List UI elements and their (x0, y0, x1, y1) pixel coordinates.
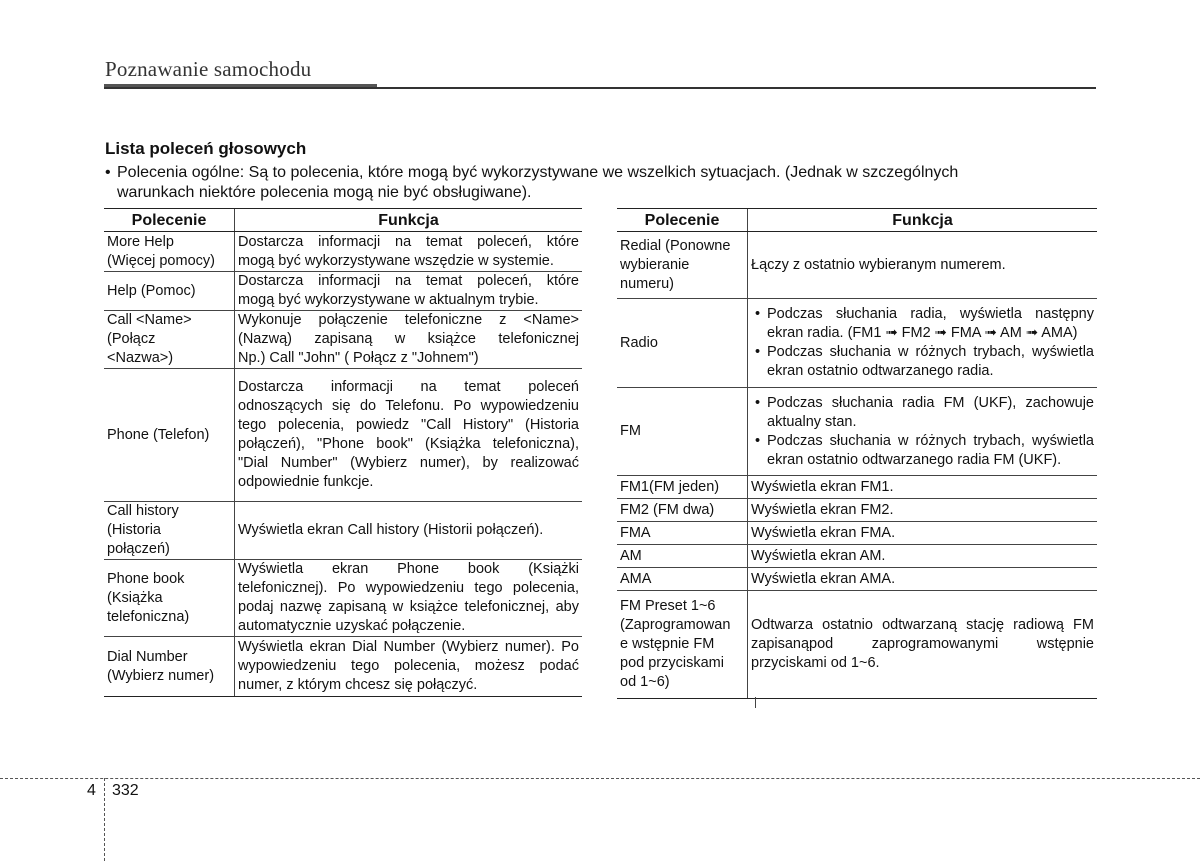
cell-line: Call history (107, 503, 179, 519)
cell-line: Wykonuje połączenie telefoniczne z <Name> (238, 312, 579, 328)
bullet-item (751, 394, 1094, 432)
function-cell (235, 560, 583, 637)
function-cell (235, 272, 583, 311)
bullet-item (751, 432, 1094, 470)
command-cell (104, 311, 235, 369)
cell-line: FM1(FM jeden) (620, 478, 720, 495)
function-cell (235, 502, 583, 560)
cell-line: Phone (Telefon) (107, 426, 210, 443)
bullet-glyph: • (105, 164, 111, 181)
table-row (104, 369, 582, 502)
table-row (617, 568, 1097, 591)
table-row (104, 637, 582, 697)
cell-line: More Help (107, 233, 174, 250)
cell-line: ekran ostatnio odtwarzanego radia FM (UKF). (767, 451, 1062, 468)
cell-line: połączeń), "Phone book" (Książka telefoniczna), (238, 436, 579, 452)
column-header-function: Funkcja (235, 209, 583, 232)
command-cell (617, 591, 748, 699)
cell-line: numeru) (620, 275, 674, 292)
function-cell (748, 591, 1098, 699)
cell-line: telefoniczna) (107, 608, 190, 625)
command-cell (104, 272, 235, 311)
cell-line: Redial (Ponowne (620, 237, 731, 254)
cell-line: wypowiedzeniu tego polecenia, możesz podać (238, 658, 579, 674)
cell-line: pod przyciskami (620, 655, 724, 671)
command-cell (617, 476, 748, 499)
table-row (617, 476, 1097, 499)
cell-line: e wstępnie FM (620, 636, 715, 652)
table-row (104, 560, 582, 637)
cell-line: od 1~6) (620, 674, 670, 690)
cell-line: ekran ostatnio odtwarzanego radia. (767, 363, 994, 379)
cell-line: zapisanąpod zaprogramowanymi wstępnie (751, 636, 1094, 652)
cell-line: Call <Name> (107, 312, 192, 328)
cell-line: Dostarcza informacji na temat poleceń (238, 379, 579, 395)
cell-line: (Połącz (107, 331, 156, 347)
command-cell (617, 388, 748, 476)
command-cell (104, 232, 235, 272)
cell-line: • Podczas słuchania w różnych trybach, wyświetla (767, 432, 1094, 449)
cell-line: mogą być wykorzystywane w aktualnym trybie. (238, 292, 539, 308)
cell-line: Radio (620, 334, 658, 351)
cell-line: FMA (620, 524, 651, 541)
column-header-function: Funkcja (748, 209, 1098, 232)
command-cell (104, 502, 235, 560)
intro-line-2: warunkach niektóre polecenia mogą nie być obsługiwane). (117, 184, 532, 201)
function-cell (235, 369, 583, 502)
header-title: Poznawanie samochodu (105, 57, 312, 81)
cell-line: • Podczas słuchania radia FM (UKF), zachowuje (767, 394, 1094, 411)
function-cell (748, 522, 1098, 545)
cell-line: automatycznie uzyskać połączenie. (238, 618, 466, 634)
table-row (617, 232, 1097, 299)
command-cell (617, 499, 748, 522)
page-number: 332 (112, 782, 139, 799)
cell-line: Wyświetla ekran Dial Number (Wybierz numer). Po (238, 639, 579, 655)
column-header-command: Polecenie (104, 209, 235, 232)
cell-line: "Dial Number" (Wybierz numer), by realizować (238, 455, 579, 471)
footer-dashed-vertical (104, 778, 105, 861)
cell-line: Wyświetla ekran AM. (751, 547, 886, 564)
bullet-list (751, 394, 1094, 470)
table-end-tick (755, 697, 756, 708)
cell-line: mogą być wykorzystywane wszędzie w systemie. (238, 252, 554, 269)
table-row (104, 502, 582, 560)
function-cell (748, 476, 1098, 499)
cell-line: Phone book (107, 570, 185, 587)
cell-line: Dostarcza informacji na temat poleceń, które (238, 273, 579, 289)
cell-line: ekran radia. (FM1 ➟ FM2 ➟ FMA ➟ AM ➟ AMA) (767, 325, 1078, 341)
cell-line: FM Preset 1~6 (620, 598, 716, 614)
bullet-item (751, 343, 1094, 381)
footer-dashed-rule (0, 778, 1200, 779)
table-row (617, 522, 1097, 545)
cell-line: Odtwarza ostatnio odtwarzaną stację radiową FM (751, 617, 1094, 633)
cell-line: AM (620, 547, 642, 564)
cell-line: odnoszących się do Telefonu. Po wypowiedzeniu (238, 398, 579, 414)
cell-line: Dial Number (107, 648, 188, 665)
bullet-list (751, 305, 1094, 381)
cell-line: Dostarcza informacji na temat poleceń, które (238, 233, 579, 250)
table-row (104, 311, 582, 369)
command-cell (617, 232, 748, 299)
function-cell (748, 299, 1098, 388)
function-cell (748, 499, 1098, 522)
cell-line: • Podczas słuchania radia, wyświetla następny (767, 306, 1094, 322)
cell-line: Wyświetla ekran AMA. (751, 570, 896, 587)
function-cell (748, 232, 1098, 299)
cell-line: (Więcej pomocy) (107, 252, 215, 269)
cell-line: AMA (620, 570, 652, 587)
chapter-number: 4 (87, 782, 96, 799)
function-cell (748, 545, 1098, 568)
function-cell (748, 388, 1098, 476)
cell-line: aktualny stan. (767, 413, 857, 430)
intro-paragraph (105, 163, 1096, 203)
column-header-command: Polecenie (617, 209, 748, 232)
cell-line: (Książka (107, 589, 163, 606)
function-cell (235, 311, 583, 369)
cell-line: FM (620, 423, 641, 439)
table-row (104, 272, 582, 311)
command-cell (104, 637, 235, 697)
cell-line: numer, z którym chcesz się połączyć. (238, 677, 478, 693)
cell-line: wybieranie (620, 256, 690, 273)
cell-line: (Zaprogramowan (620, 617, 731, 633)
cell-line: <Nazwa>) (107, 350, 174, 366)
cell-line: tego polecenia, powiedz "Call History" (Historia (238, 417, 579, 433)
cell-line: przyciskami od 1~6. (751, 655, 880, 671)
table-row (104, 232, 582, 272)
cell-line: (Historia (107, 522, 161, 538)
table-row (617, 499, 1097, 522)
command-cell (104, 560, 235, 637)
command-cell (617, 299, 748, 388)
function-cell (235, 637, 583, 697)
left-command-table (104, 208, 582, 697)
command-cell (104, 369, 235, 502)
table-row (617, 299, 1097, 388)
cell-line: Wyświetla ekran FM1. (751, 478, 894, 495)
cell-line: Np.) Call "John" ( Połącz z "Johnem") (238, 350, 479, 366)
cell-line: Wyświetla ekran FM2. (751, 501, 894, 518)
cell-line: Wyświetla ekran Call history (Historii połączeń). (238, 522, 544, 538)
cell-line: Help (Pomoc) (107, 282, 196, 299)
cell-line: Wyświetla ekran Phone book (Książki (238, 561, 579, 577)
right-command-table (617, 208, 1097, 699)
cell-line: telefonicznej). Po wypowiedzeniu tego polecenia, (238, 580, 579, 596)
cell-line: Łączy z ostatnio wybieranym numerem. (751, 256, 1006, 273)
cell-line: (Nazwą) zapisaną w książce telefonicznej (238, 331, 579, 347)
table-row (617, 388, 1097, 476)
table-row (617, 591, 1097, 699)
function-cell (235, 232, 583, 272)
bullet-item (751, 305, 1094, 343)
cell-line: Wyświetla ekran FMA. (751, 524, 896, 541)
cell-line: FM2 (FM dwa) (620, 501, 715, 518)
table-row (617, 545, 1097, 568)
cell-line: • Podczas słuchania w różnych trybach, wyświetla (767, 344, 1094, 360)
cell-line: (Wybierz numer) (107, 667, 215, 684)
command-cell (617, 545, 748, 568)
command-cell (617, 568, 748, 591)
function-cell (748, 568, 1098, 591)
cell-line: odpowiednie funkcje. (238, 474, 374, 490)
header-rule (104, 87, 1096, 89)
command-cell (617, 522, 748, 545)
cell-line: połączeń) (107, 541, 170, 557)
intro-line-1: Polecenia ogólne: Są to polecenia, które mogą być wykorzystywane we wszelkich sytuacjach. (Jednak w szczególnych (117, 164, 959, 181)
section-title: Lista poleceń głosowych (105, 139, 307, 158)
cell-line: podaj nazwę zapisaną w książce telefonicznej, aby (238, 599, 579, 615)
